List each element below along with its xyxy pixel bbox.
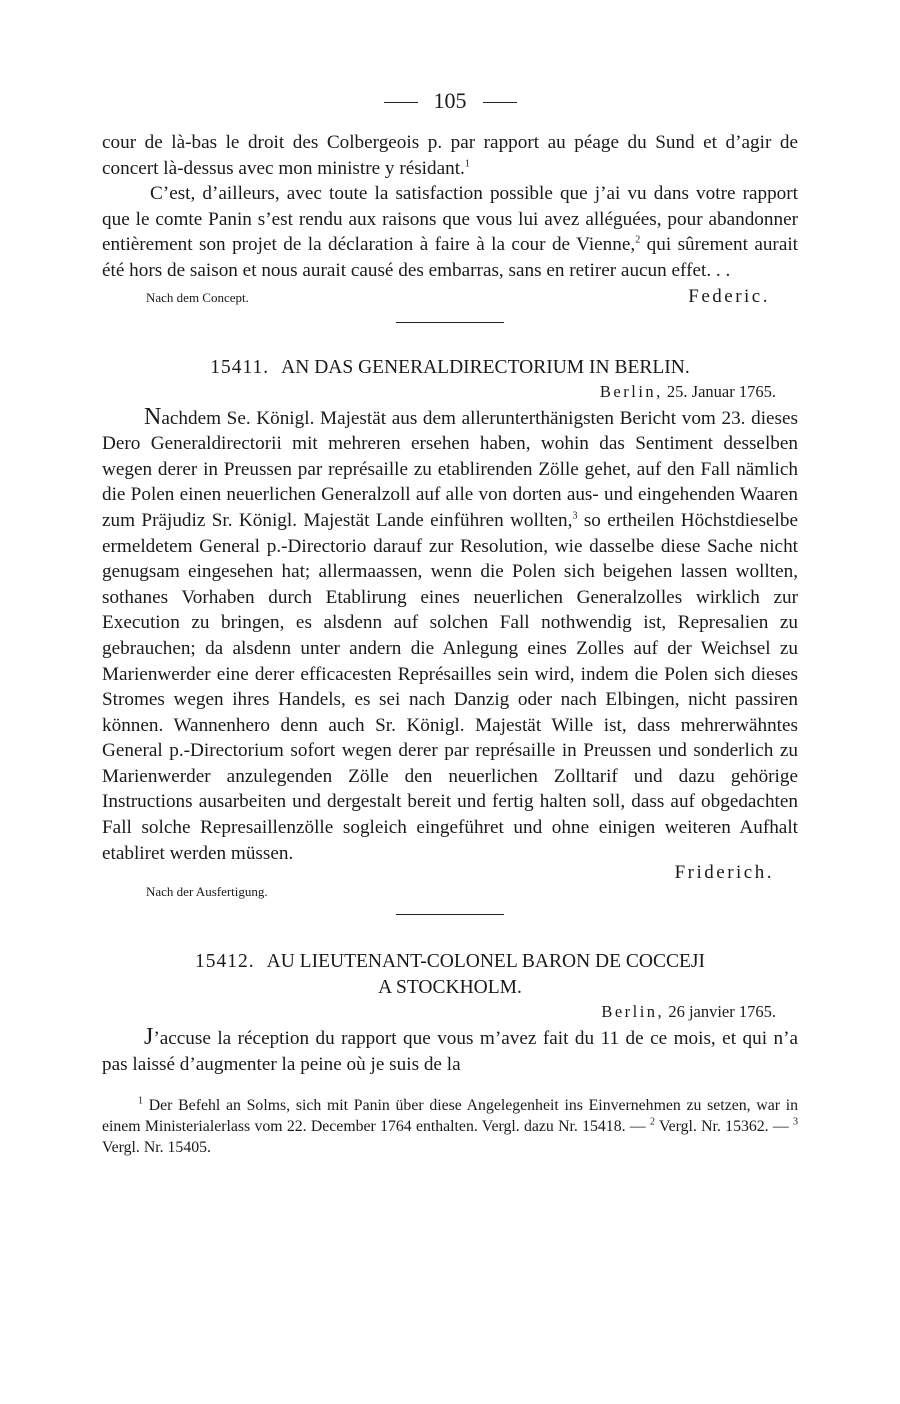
letter-1-text-a: achdem Se. Königl. Majestät aus dem allerunterthänigsten Bericht vom 23. dieses Dero Generaldirectorii mit mehreren ersehen haben, wohin das Sentiment desselben wegen derer in Preussen par représaille zu etablirenden Zölle gehet, auf den Fall nämlich die Polen einen neuerlichen Generalzoll auf alle von dorten aus- und eingehenden Waaren zum Präjudiz Sr. Königl. Majestät Lande einführen wollten, [102, 407, 798, 531]
signature-1: Federic. [688, 285, 770, 307]
letter-1-heading [102, 355, 798, 381]
letter-2-title-line-2: A STOCKHOLM. [378, 977, 522, 999]
source-note-1: Nach dem Concept. [146, 289, 249, 305]
paragraph-2-text-b: qui sûrement aurait été hors de saison et nous aurait causé des embarras, sans en retirer aucun effet. . . [102, 234, 799, 281]
page-number: 105 [433, 88, 467, 113]
footnotes [102, 1095, 798, 1158]
paragraph-1-text: cour de là-bas le droit des Colbergeois p. par rapport au péage du Sund et d’agir de concert là-dessus avec mon ministre y résidant. [102, 132, 798, 179]
letter-2-date-text: 26 janvier 1765. [668, 1002, 776, 1022]
paragraph-1 [102, 130, 798, 181]
letter-2-heading [102, 949, 798, 1001]
footnote-3-text: Vergl. Nr. 15405. [102, 1139, 211, 1157]
letter-1-body [102, 405, 798, 867]
footnote-3-mark: 3 [793, 1117, 799, 1129]
letter-2-date-place: Berlin, [601, 1002, 665, 1022]
letter-1-title: AN DAS GENERALDIRECTORIUM IN BERLIN. [281, 356, 690, 378]
letter-2-number: 15412. [195, 951, 255, 973]
letter-2-initial: J [144, 1024, 154, 1051]
footnote-ref-2: 2 [635, 234, 641, 246]
footnote-2-mark: 2 [649, 1117, 655, 1129]
letter-2-title-line-1 [102, 949, 798, 975]
footnote-1-mark: 1 [138, 1096, 143, 1108]
header-dash-right [483, 102, 517, 103]
letter-1-date [102, 381, 798, 403]
letter-2-text: ’accuse la réception du rapport que vous m’avez fait du 11 de ce mois, et qui n’a pas laissé d’augmenter la peine où je suis de la [102, 1028, 798, 1075]
footnote-1-text: Der Befehl an Solms, sich mit Panin über diese Angelegenheit ins Einvernehmen zu setzen, war in einem Ministerialerlass vom 22. December 1764 enthalten. Vergl. dazu Nr. 15418. — [102, 1097, 798, 1136]
header-dash-left [384, 102, 418, 103]
source-note-2: Nach der Ausfertigung. [146, 884, 268, 900]
letter-2-body [102, 1025, 798, 1077]
signature-2: Friderich. [674, 862, 774, 884]
paragraph-2-text-a: C’est, d’ailleurs, avec toute la satisfaction possible que j’ai vu dans votre rapport que le comte Panin s’est rendu aux raisons que vous lui avez alléguées, pour abandonner entièrement son projet de la déclaration à faire à la cour de Vienne, [102, 183, 798, 256]
footnote-ref-3: 3 [572, 510, 578, 522]
letter-1-initial: N [144, 403, 162, 430]
letter-2-title-1: AU LIEUTENANT-COLONEL BARON DE COCCEJI [266, 951, 705, 973]
page-header [102, 84, 798, 118]
footnote-ref-1: 1 [464, 158, 470, 170]
paragraph-2 [102, 181, 798, 283]
footnote-2-text: Vergl. Nr. 15362. — [658, 1118, 789, 1136]
letter-1-date-place: Berlin, [599, 381, 663, 401]
section-divider-2 [396, 914, 504, 915]
footnote-block [102, 1095, 798, 1158]
letter-2-date [102, 1001, 798, 1023]
letter-1-text-b: so ertheilen Höchstdieselbe ermeldetem General p.-Directorio darauf zur Resolution, wie dasselbe diese Sache nicht genugsam eingesehen hat; allermaassen, wenn die Polen sich beigehen lassen wollten, sothanes Vorhaben durch Etablirung eines neuerlichen Generalzolles wirklich zur Execution zu bringen, es alsdenn auf solchen Fall nothwendig ist, Represalien zu gebrauchen; da alsdenn unter andern die Anlegung eines Zolles auf der Weichsel zu Marienwerder eine derer efficacesten Représailles sein wird, indem die Polen sich dieses Stromes wegen ihres Handels, es sei nach Danzig oder nach Elbingen, nicht passiren können. Wannenhero denn auch Sr. Königl. Majestät Wille ist, dass mehrerwähntes General p.-Directorium sofort wegen derer par représaille in Preussen und sonderlich zu Marienwerder anzulegenden Zölle den neuerlichen Zolltarif und dazu gehörige Instructions ausarbeiten und dergestalt bereit und fertig halten soll, dass auf obgedachten Fall solche Represaillenzölle sogleich eingeführet und ohne einigen weiteren Aufhalt etabliret werden müssen. [102, 509, 798, 864]
letter-1-date-text: 25. Januar 1765. [666, 381, 776, 401]
section-divider-1 [396, 322, 504, 323]
closing-row-1 [102, 286, 798, 308]
page [102, 84, 798, 1158]
letter-1-number: 15411. [210, 356, 270, 378]
